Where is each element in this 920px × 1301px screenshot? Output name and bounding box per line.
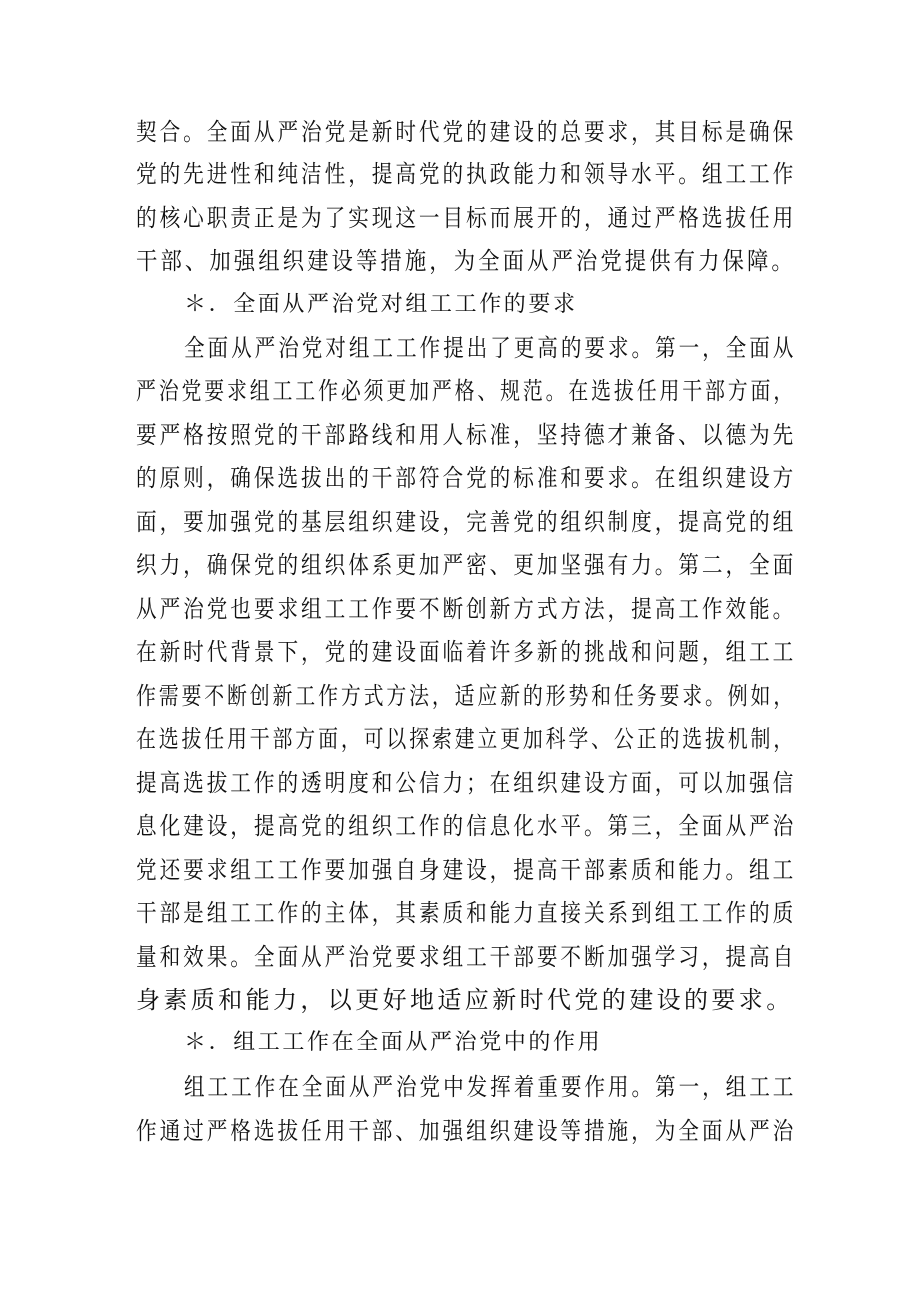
body-text-line: 作需要不断创新工作方式方法，适应新的形势和任务要求。例如， <box>136 682 796 710</box>
body-text-line: 量和效果。全面从严治党要求组工干部要不断加强学习，提高自 <box>136 943 797 971</box>
body-text-line: 息化建设，提高党的组织工作的信息化水平。第三，全面从严治 <box>136 812 797 840</box>
body-text-line: 干部是组工工作的主体，其素质和能力直接关系到组工工作的质 <box>136 899 797 927</box>
body-text-line: 提高选拔工作的透明度和公信力；在组织建设方面，可以加强信 <box>136 769 797 797</box>
body-text-line: 面，要加强党的基层组织建设，完善党的组织制度，提高党的组 <box>136 508 797 536</box>
body-text-line: 织力，确保党的组织体系更加严密、更加坚强有力。第二，全面 <box>136 551 797 579</box>
body-text-line: 要严格按照党的干部路线和用人标准，坚持德才兼备、以德为先 <box>136 421 797 449</box>
body-text-line: 全面从严治党对组工工作提出了更高的要求。第一，全面从 <box>184 334 797 362</box>
body-text-line: 作通过严格选拔任用干部、加强组织建设等措施，为全面从严治 <box>136 1117 797 1145</box>
body-text-line: 从严治党也要求组工工作要不断创新方式方法，提高工作效能。 <box>136 595 797 623</box>
body-text-line: 的核心职责正是为了实现这一目标而展开的，通过严格选拔任用 <box>136 204 797 232</box>
body-text-line: 党的先进性和纯洁性，提高党的执政能力和领导水平。组工工作 <box>136 160 797 188</box>
body-text-line: 在新时代背景下，党的建设面临着许多新的挑战和问题，组工工 <box>136 638 797 666</box>
body-text-line: 的原则，确保选拔出的干部符合党的标准和要求。在组织建设方 <box>136 464 797 492</box>
body-text-line: 在选拔任用干部方面，可以探索建立更加科学、公正的选拔机制， <box>136 725 796 753</box>
body-text-line: 严治党要求组工工作必须更加严格、规范。在选拔任用干部方面， <box>136 377 796 405</box>
body-text-line: 组工工作在全面从严治党中发挥着重要作用。第一，组工工 <box>184 1073 797 1101</box>
body-text-line: 党还要求组工工作要加强自身建设，提高干部素质和能力。组工 <box>136 856 797 884</box>
section-heading: ＊．组工工作在全面从严治党中的作用 <box>184 1030 603 1055</box>
section-heading: ＊．全面从严治党对组工工作的要求 <box>184 292 578 317</box>
body-text-line: 身素质和能力，以更好地适应新时代党的建设的要求。 <box>136 986 794 1014</box>
body-text-line: 干部、加强组织建设等措施，为全面从严治党提供有力保障。 <box>136 247 796 275</box>
body-text-line: 契合。全面从严治党是新时代党的建设的总要求，其目标是确保 <box>136 118 797 146</box>
